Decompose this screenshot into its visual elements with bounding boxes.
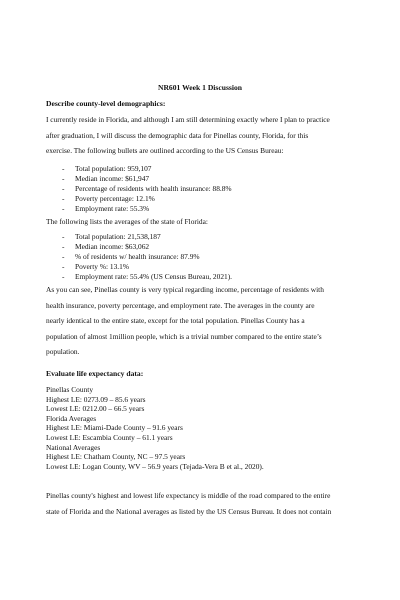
list-item: Highest LE: Chatham County, NC – 97.5 years	[46, 452, 186, 462]
paragraph-line: population.	[46, 347, 80, 356]
paragraph-line: I currently reside in Florida, and although I am still determining exactly where I plan to practice	[46, 115, 330, 124]
list-item: Highest LE: Miami-Dade County – 91.6 years	[46, 423, 183, 433]
list-item: - % of residents w/ health insurance: 87.9%	[62, 252, 362, 262]
list-item: National Averages	[46, 442, 101, 452]
county-bullet-list	[62, 164, 362, 214]
list-item: - Total population: 959,107	[62, 164, 362, 174]
list-item: Highest LE: 0273.09 – 85.6 years	[46, 394, 146, 404]
paragraph-line: exercise. The following bullets are outlined according to the US Census Bureau:	[46, 146, 284, 155]
section-heading-demographics: Describe county-level demographics:	[46, 99, 166, 108]
intro-paragraph	[46, 112, 366, 159]
paragraph-line: population of almost 1million people, which is a trivial number compared to the entire state’s	[46, 331, 322, 341]
paragraph-line: The following lists the averages of the state of Florida:	[46, 217, 208, 226]
list-item: Pinellas County	[46, 385, 94, 394]
list-item: - Poverty %: 13.1%	[62, 262, 362, 272]
list-item: Lowest LE: Escambia County – 61.1 years	[46, 432, 173, 442]
section-heading-life-expectancy: Evaluate life expectancy data:	[46, 369, 144, 378]
document-title: NR601 Week 1 Discussion	[157, 83, 243, 92]
life-expectancy-list	[46, 385, 366, 471]
paragraph-line: nearly identical to the entire state, except for the total population. Pinellas County has a	[46, 316, 305, 325]
paragraph-line: health insurance, poverty percentage, and employment rate. The averages in the county are	[46, 300, 315, 310]
state-intro	[46, 214, 366, 230]
list-item: Florida Averages	[46, 413, 97, 423]
paragraph-line: As you can see, Pinellas county is very typical regarding income, percentage of residents with	[46, 285, 324, 294]
state-bullet-list	[62, 232, 362, 282]
list-item: - Poverty percentage: 12.1%	[62, 194, 362, 204]
summary-paragraph	[46, 282, 366, 360]
paragraph-line: state of Florida and the National averages as listed by the US Census Bureau. It does not contain	[46, 506, 332, 516]
list-item: - Median income: $63,062	[62, 242, 362, 252]
list-item: - Employment rate: 55.4% (US Census Bureau, 2021).	[62, 272, 362, 282]
list-item: - Total population: 21,538,187	[62, 232, 362, 242]
list-item: - Employment rate: 55.3%	[62, 204, 362, 214]
list-item: - Median income: $61,947	[62, 174, 362, 184]
list-item: Lowest LE: 0212.00 – 66.5 years	[46, 404, 145, 414]
list-item: - Percentage of residents with health insurance: 88.8%	[62, 184, 362, 194]
paragraph-line: Pinellas county's highest and lowest life expectancy is middle of the road compared to the entire	[46, 491, 331, 500]
list-item: Lowest LE: Logan County, WV – 56.9 years (Tejada-Vera B et al., 2020).	[46, 461, 264, 471]
paragraph-line: after graduation, I will discuss the demographic data for Pinellas county, Florida, for this	[46, 130, 309, 140]
closing-paragraph	[46, 488, 366, 519]
